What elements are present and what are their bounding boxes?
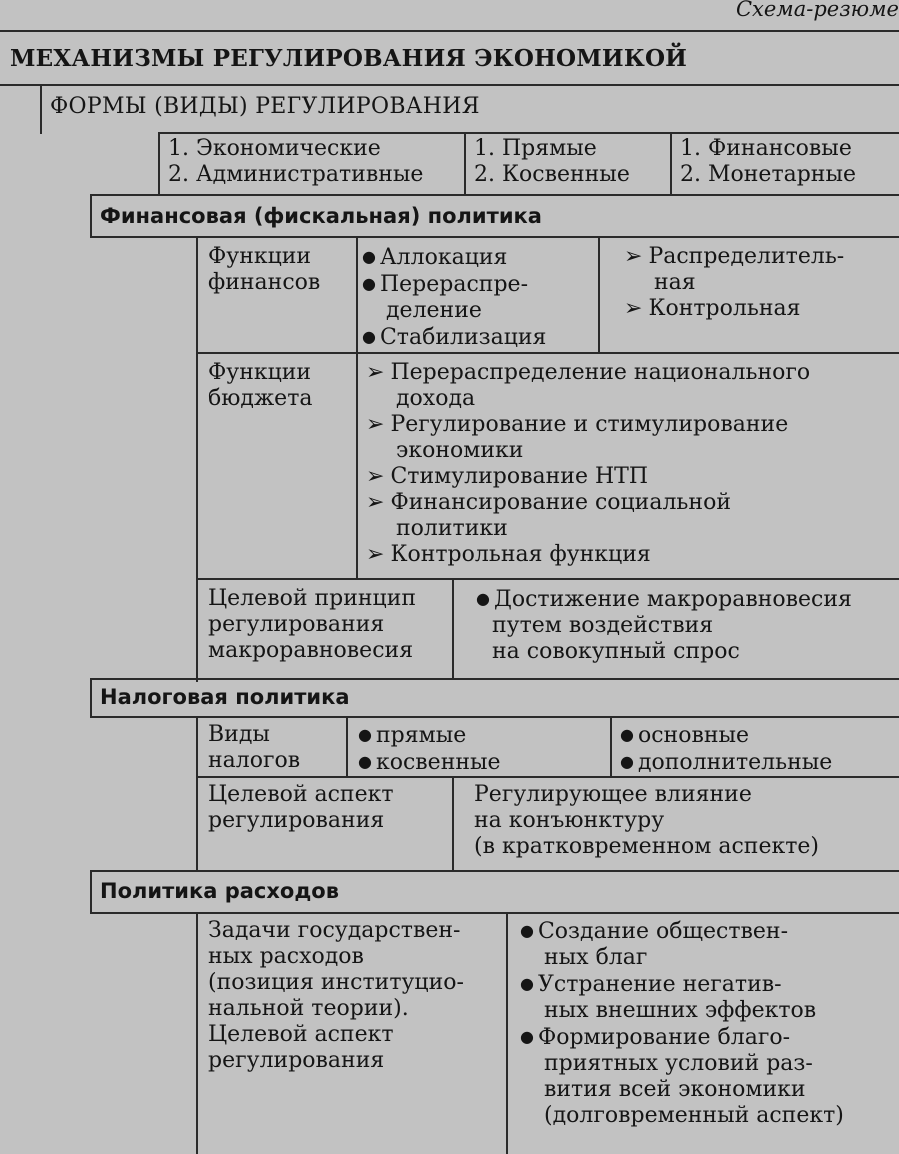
- page-title: МЕХАНИЗМЫ РЕГУЛИРОВАНИЯ ЭКОНОМИКОЙ: [10, 45, 688, 72]
- arrow-icon: ➢: [366, 360, 385, 385]
- divider: [90, 236, 899, 238]
- list-item: ● Достижение макроравновесия: [476, 587, 852, 612]
- forms-col-economic: [168, 136, 423, 188]
- list-item: ➢ Перераспределение национального: [366, 360, 811, 385]
- divider: [346, 716, 348, 778]
- arrow-icon: ➢: [366, 542, 385, 567]
- list-item: ● основные: [620, 723, 750, 748]
- finance-functions-right-list: [624, 244, 844, 322]
- divider: [40, 84, 42, 134]
- finance-functions-label: Функции финансов: [208, 244, 321, 295]
- tax-types-col1: [358, 722, 501, 776]
- divider: [464, 132, 466, 194]
- divider: [90, 912, 899, 914]
- bullet-icon: ●: [520, 974, 534, 993]
- list-item: ● Устранение негатив-: [520, 972, 782, 997]
- list-item-continued: деление: [386, 298, 482, 323]
- divider: [356, 236, 358, 354]
- divider: [196, 912, 198, 1154]
- bullet-icon: ●: [520, 1027, 534, 1046]
- tax-aspect-text: Регулирующее влияние на конъюнктуру (в кратковременном аспекте): [474, 782, 820, 859]
- tax-types-col2: [620, 722, 832, 776]
- list-item-continued: ная: [654, 270, 696, 295]
- bullet-icon: ●: [362, 327, 376, 346]
- divider: [90, 716, 899, 718]
- arrow-icon: ➢: [366, 464, 385, 489]
- list-item: ➢ Стимулирование НТП: [366, 464, 649, 489]
- divider: [196, 352, 899, 354]
- fiscal-heading: Финансовая (фискальная) политика: [100, 204, 542, 228]
- divider: [452, 776, 454, 872]
- header-subtitle: Схема-резюме: [735, 0, 899, 21]
- arrow-icon: ➢: [366, 490, 385, 515]
- list-item: ● дополнительные: [620, 750, 833, 775]
- tax-aspect-label: Целевой аспект регулирования: [208, 782, 394, 833]
- bullet-icon: ●: [362, 247, 376, 266]
- budget-functions-list: [366, 360, 810, 568]
- list-item-continued: (долговременный аспект): [544, 1103, 844, 1128]
- spending-tasks-label: Задачи государствен- ных расходов (позиция институцио- нальной теории). Целевой аспект регулирования: [208, 918, 464, 1073]
- forms-heading: ФОРМЫ (ВИДЫ) РЕГУЛИРОВАНИЯ: [50, 94, 480, 119]
- bullet-icon: ●: [358, 725, 372, 744]
- forms-item: 2. Монетарные: [680, 162, 856, 187]
- divider: [0, 84, 899, 86]
- divider: [90, 194, 92, 238]
- divider: [356, 352, 358, 580]
- tax-types-label: Виды налогов: [208, 722, 301, 773]
- arrow-icon: ➢: [624, 244, 643, 269]
- list-item: ● Перераспре-: [362, 272, 528, 297]
- divider: [506, 912, 508, 1154]
- arrow-icon: ➢: [624, 296, 643, 321]
- forms-item: 1. Экономические: [168, 136, 381, 161]
- list-item-continued: экономики: [396, 438, 524, 463]
- bullet-icon: ●: [476, 589, 490, 608]
- forms-item: 2. Косвенные: [474, 162, 630, 187]
- list-item: ● Формирование благо-: [520, 1025, 791, 1050]
- divider: [90, 194, 899, 196]
- forms-item: 2. Административные: [168, 162, 424, 187]
- divider: [0, 30, 899, 32]
- list-item: ● Создание обществен-: [520, 919, 789, 944]
- bullet-icon: ●: [620, 725, 634, 744]
- divider: [196, 776, 899, 778]
- list-item-continued: дохода: [396, 386, 476, 411]
- bullet-icon: ●: [520, 921, 534, 940]
- list-item-continued: ных благ: [544, 945, 648, 970]
- target-principle-label: Целевой принцип регулирования макроравновесия: [208, 586, 417, 663]
- spending-items-list: [520, 918, 844, 1129]
- divider: [196, 578, 899, 580]
- list-item: ➢ Распределитель-: [624, 244, 845, 269]
- divider: [90, 678, 92, 718]
- list-item-continued: на совокупный спрос: [492, 639, 740, 664]
- divider: [196, 236, 198, 682]
- forms-col-financial: [680, 136, 856, 188]
- target-principle-text: [476, 586, 852, 665]
- divider: [670, 132, 672, 194]
- spending-heading: Политика расходов: [100, 879, 340, 903]
- divider: [158, 132, 899, 134]
- list-item: ● косвенные: [358, 750, 501, 775]
- divider: [598, 236, 600, 354]
- forms-item: 1. Финансовые: [680, 136, 852, 161]
- bullet-icon: ●: [620, 752, 634, 771]
- list-item: ➢ Регулирование и стимулирование: [366, 412, 789, 437]
- divider: [90, 870, 899, 872]
- list-item-continued: ных внешних эффектов: [544, 998, 817, 1023]
- list-item-continued: вития всей экономики: [544, 1077, 806, 1102]
- budget-functions-label: Функции бюджета: [208, 360, 313, 411]
- list-item-continued: приятных условий раз-: [544, 1051, 813, 1076]
- divider: [158, 132, 160, 194]
- finance-functions-list: [362, 244, 546, 351]
- forms-item: 1. Прямые: [474, 136, 597, 161]
- tax-heading: Налоговая политика: [100, 685, 350, 709]
- list-item: ● Аллокация: [362, 245, 508, 270]
- list-item: ➢ Финансирование социальной: [366, 490, 731, 515]
- divider: [452, 578, 454, 680]
- list-item: ➢ Контрольная: [624, 296, 801, 321]
- list-item: ● Стабилизация: [362, 325, 547, 350]
- list-item: ➢ Контрольная функция: [366, 542, 651, 567]
- arrow-icon: ➢: [366, 412, 385, 437]
- bullet-icon: ●: [358, 752, 372, 771]
- forms-col-direct: [474, 136, 630, 188]
- list-item-continued: путем воздействия: [492, 613, 714, 638]
- divider: [610, 716, 612, 778]
- divider: [90, 870, 92, 914]
- list-item: ● прямые: [358, 723, 467, 748]
- divider: [90, 678, 899, 680]
- bullet-icon: ●: [362, 274, 376, 293]
- list-item-continued: политики: [396, 516, 508, 541]
- divider: [196, 716, 198, 872]
